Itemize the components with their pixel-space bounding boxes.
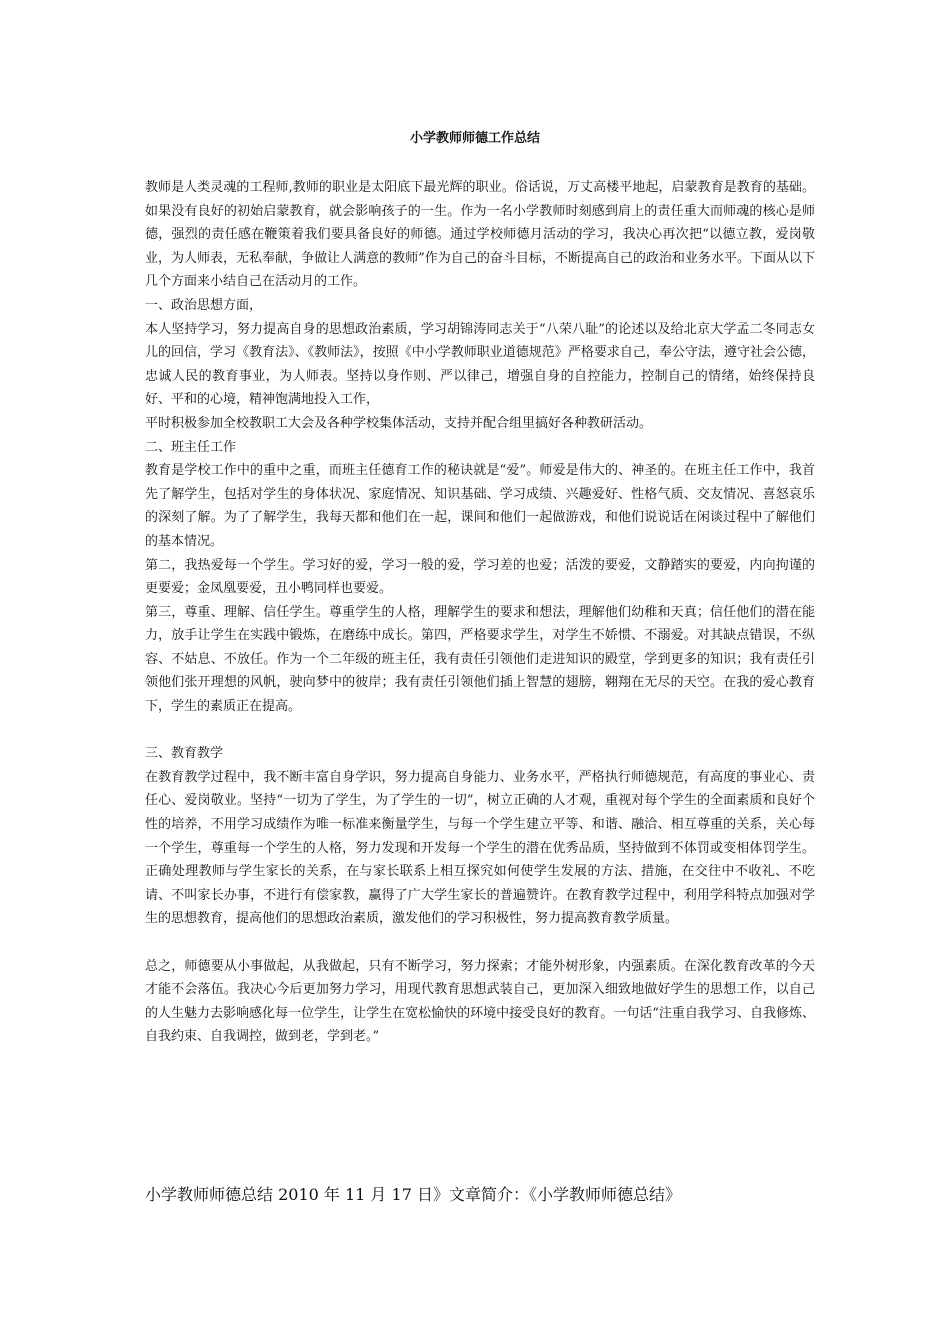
respect-students-paragraph: 第三，尊重、理解、信任学生。尊重学生的人格，理解学生的要求和想法，理解他们幼稚和天真；信任他们的潜在能力，放手让学生在实践中锻炼，在磨练中成长。第四，严格要求学生，对学生不娇惯、不溺爱。对其缺点错误，不纵容、不姑息、不放任。作为一个二年级的班主任，我有责任引领他们走进知识的殿堂，学到更多的知识；我有责任引领他们张开理想的风帆，驶向梦中的彼岸；我有责任引领他们插上智慧的翅膀，翱翔在无尽的天空。在我的爱心教育下，学生的素质正在提高。 [145,604,815,715]
class-teacher-paragraph: 教育是学校工作中的重中之重，而班主任德育工作的秘诀就是“爱”。师爱是伟大的、神圣的。在班主任工作中，我首先了解学生，包括对学生的身体状况、家庭情况、知识基础、学习成绩、兴趣爱好、性格气质、交友情况、喜怒哀乐的深刻了解。为了了解学生，我每天都和他们在一起，课间和他们一起做游戏，和他们说说话在闲谈过程中了解他们的基本情况。 [145,463,815,549]
intro-paragraph: 教师是人类灵魂的工程师,教师的职业是太阳底下最光辉的职业。俗话说，万丈高楼平地起，启蒙教育是教育的基础。如果没有良好的初始启蒙教育，就会影响孩子的一生。作为一名小学教师时刻感到肩上的责任重大而师魂的核心是师德，强烈的责任感在鞭策着我们要具备良好的师德。通过学校师德月活动的学习，我决心再次把“以德立教，爱岗敬业，为人师表，无私奉献，争做让人满意的教师”作为自己的奋斗目标，不断提高自己的政治和业务水平。下面从以下几个方面来小结自己在活动月的工作。 [145,180,815,290]
document-body [145,176,815,1049]
article-footer: 小学教师师德总结 2010 年 11 月 17 日》文章简介：《小学教师师德总结》 [145,1185,681,1204]
conclusion-paragraph: 总之，师德要从小事做起，从我做起，只有不断学习，努力探索；才能外树形象，内强素质。在深化教育改革的今天才能不会落伍。我决心今后更加努力学习，用现代教育思想武装自己，更加深入细致地做好学生的思想工作，以自己的人生魅力去影响感化每一位学生，让学生在宽松愉快的环境中接受良好的教育。一句话“注重自我学习、自我修炼、自我约束、自我调控，做到老，学到老。” [145,958,815,1045]
politics-activities-paragraph: 平时积极参加全校教职工大会及各种学校集体活动，支持并配合组里搞好各种教研活动。 [145,415,653,431]
teaching-paragraph: 在教育教学过程中，我不断丰富自身学识，努力提高自身能力、业务水平，严格执行师德规范，有高度的事业心、责任心、爱岗敬业。坚持“一切为了学生，为了学生的一切”，树立正确的人才观，重视对每个学生的全面素质和良好个性的培养，不用学习成绩作为唯一标准来衡量学生，与每一个学生建立平等、和谐、融洽、相互尊重的关系，关心每一个学生，尊重每一个学生的人格，努力发现和开发每一个学生的潜在优秀品质，坚持做到不体罚或变相体罚学生。正确处理教师与学生家长的关系，在与家长联系上相互探究如何使学生发展的方法、措施，在交往中不收礼、不吃请、不叫家长办事，不进行有偿家教，赢得了广大学生家长的普遍赞许。在教育教学过程中，利用学科特点加强对学生的思想教育，提高他们的思想政治素质，激发他们的学习积极性，努力提高教育教学质量。 [145,769,815,927]
section-heading-class-teacher: 二、班主任工作 [145,439,237,455]
section-heading-politics: 一、政治思想方面， [145,297,263,313]
section-heading-teaching: 三、教育教学 [145,746,224,762]
paragraph-gap [145,931,815,955]
paragraph-gap [145,719,815,743]
politics-paragraph: 本人坚持学习，努力提高自身的思想政治素质，学习胡锦涛同志关于“八荣八耻”的论述以及给北京大学孟二冬同志女儿的回信，学习《教育法》、《教师法》，按照《中小学教师职业道德规范》严格要求自己，奉公守法，遵守社会公德，忠诚人民的教育事业，为人师表。坚持以身作则、严以律己，增强自身的自控能力，控制自己的情绪，始终保持良好、平和的心境，精神饱满地投入工作， [145,321,815,408]
document-title: 小学教师师德工作总结 [409,131,540,146]
love-students-paragraph: 第二，我热爱每一个学生。学习好的爱，学习一般的爱，学习差的也爱；活泼的要爱，文静踏实的要爱，内向拘谨的更要爱；金凤凰要爱，丑小鸭同样也要爱。 [145,557,815,597]
